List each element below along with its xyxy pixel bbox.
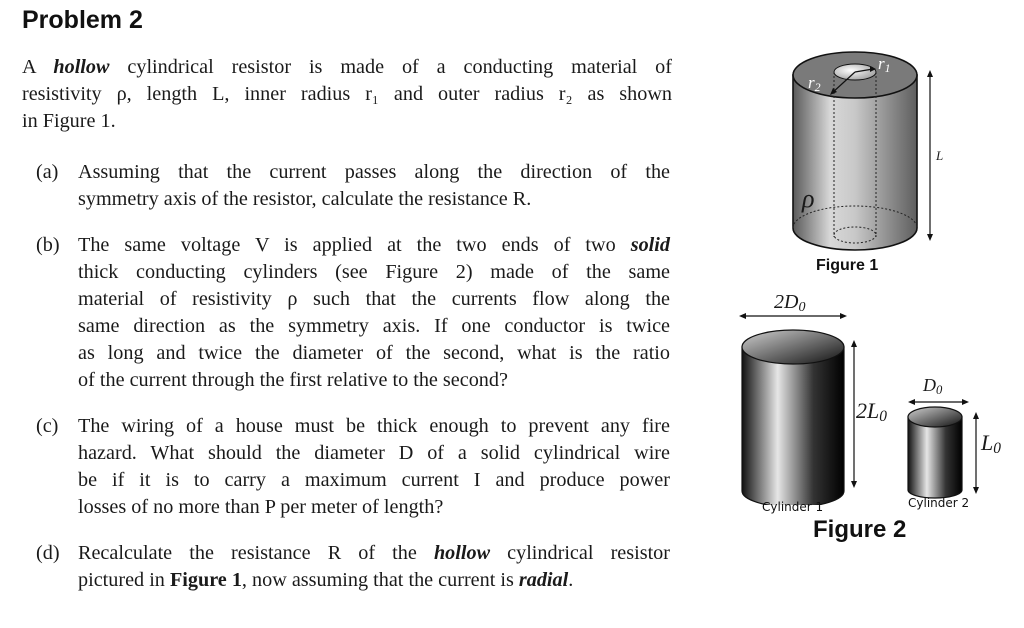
r1-symbol: r [878, 54, 885, 73]
part-b-line: of the current through the first relative to the second? [78, 369, 508, 391]
cyl1-width-sub: 0 [798, 300, 806, 315]
problem-title: Problem 2 [22, 6, 143, 34]
figure-1 [780, 45, 960, 285]
cylinder-1-label: Cylinder 1 [762, 500, 824, 514]
cyl2-width: D [923, 375, 936, 395]
cylinder-1-diameter-label [774, 289, 805, 316]
r1-subscript: 1 [884, 61, 891, 75]
emphasis-hollow: hollow [433, 542, 491, 564]
cyl2-height: L [981, 430, 994, 455]
cylinder-2-diameter-label [923, 372, 942, 399]
part-label: (d) [36, 542, 60, 564]
part-c-line: The wiring of a house must be thick enough to prevent any fire [78, 415, 670, 437]
intro-line-2: resistivity ρ, length L, inner radius r₁ and outer radius r₂ as shown [22, 83, 672, 105]
part-d-line [78, 540, 670, 567]
intro-line-3: in Figure 1. [22, 110, 116, 132]
part-b-line: thick conducting cylinders (see Figure 2) made of the same [78, 261, 670, 283]
part-d-text: Recalculate the resistance R of the [78, 542, 434, 564]
r2-subscript: 2 [814, 80, 821, 94]
cyl1-width: 2D [774, 291, 799, 313]
emphasis-solid: solid [630, 234, 670, 256]
cylinder-2-label: Cylinder 2 [908, 496, 970, 510]
cyl1-height: 2L [856, 398, 880, 423]
part-a-line: symmetry axis of the resistor, calculate the resistance R. [78, 188, 532, 210]
cyl2-width-sub: 0 [936, 383, 943, 397]
r2-label [808, 69, 821, 96]
part-a-line: Assuming that the current passes along the direction of the [78, 161, 670, 183]
part-b-text: The same voltage V is applied at the two ends of two [78, 234, 616, 256]
part-label: (a) [36, 161, 59, 183]
figure-2-caption: Figure 2 [813, 516, 907, 543]
hollow-cylinder-diagram [780, 45, 960, 260]
resistivity-label: ρ [802, 184, 815, 213]
r2-symbol: r [808, 73, 815, 92]
part-d-text: . [568, 569, 574, 591]
two-cylinders-diagram [730, 285, 1020, 505]
cyl1-height-sub: 0 [879, 408, 887, 425]
part-c-line: hazard. What should the diameter D of a solid cylindrical wire [78, 442, 670, 464]
r1-label [878, 50, 891, 77]
length-label: L [936, 148, 944, 163]
part-b-line [78, 232, 670, 259]
part-b-line: material of resistivity ρ such that the currents flow along the [78, 288, 670, 310]
part-b-line: as long and twice the diameter of the second, what is the ratio [78, 342, 670, 364]
part-label: (b) [36, 234, 60, 256]
emphasis-radial: radial [518, 569, 569, 591]
part-d-text: cylindrical resistor [490, 542, 670, 564]
emphasis-hollow: hollow [53, 56, 110, 78]
figure-1-reference: Figure 1 [169, 569, 242, 591]
cylinder-1-length-label [856, 397, 887, 424]
part-c-line: losses of no more than P per meter of length? [78, 496, 444, 518]
intro-text: A [22, 56, 54, 78]
part-d-line [78, 567, 670, 594]
intro-text: cylindrical resistor is made of a conducting material of [109, 56, 672, 78]
figure-2 [730, 285, 1020, 555]
part-d-text: , now assuming that the current is [241, 569, 519, 591]
cyl2-height-sub: 0 [993, 440, 1001, 457]
cylinder-2-length-label [981, 429, 1001, 456]
part-b-line: same direction as the symmetry axis. If one conductor is twice [78, 315, 670, 337]
part-d-text: pictured in [78, 569, 170, 591]
part-c-line: be if it is to carry a maximum current I and produce power [78, 469, 670, 491]
intro-line-1 [22, 54, 672, 81]
problem-intro [22, 54, 672, 135]
figure-1-caption: Figure 1 [816, 257, 879, 274]
part-label: (c) [36, 415, 59, 437]
